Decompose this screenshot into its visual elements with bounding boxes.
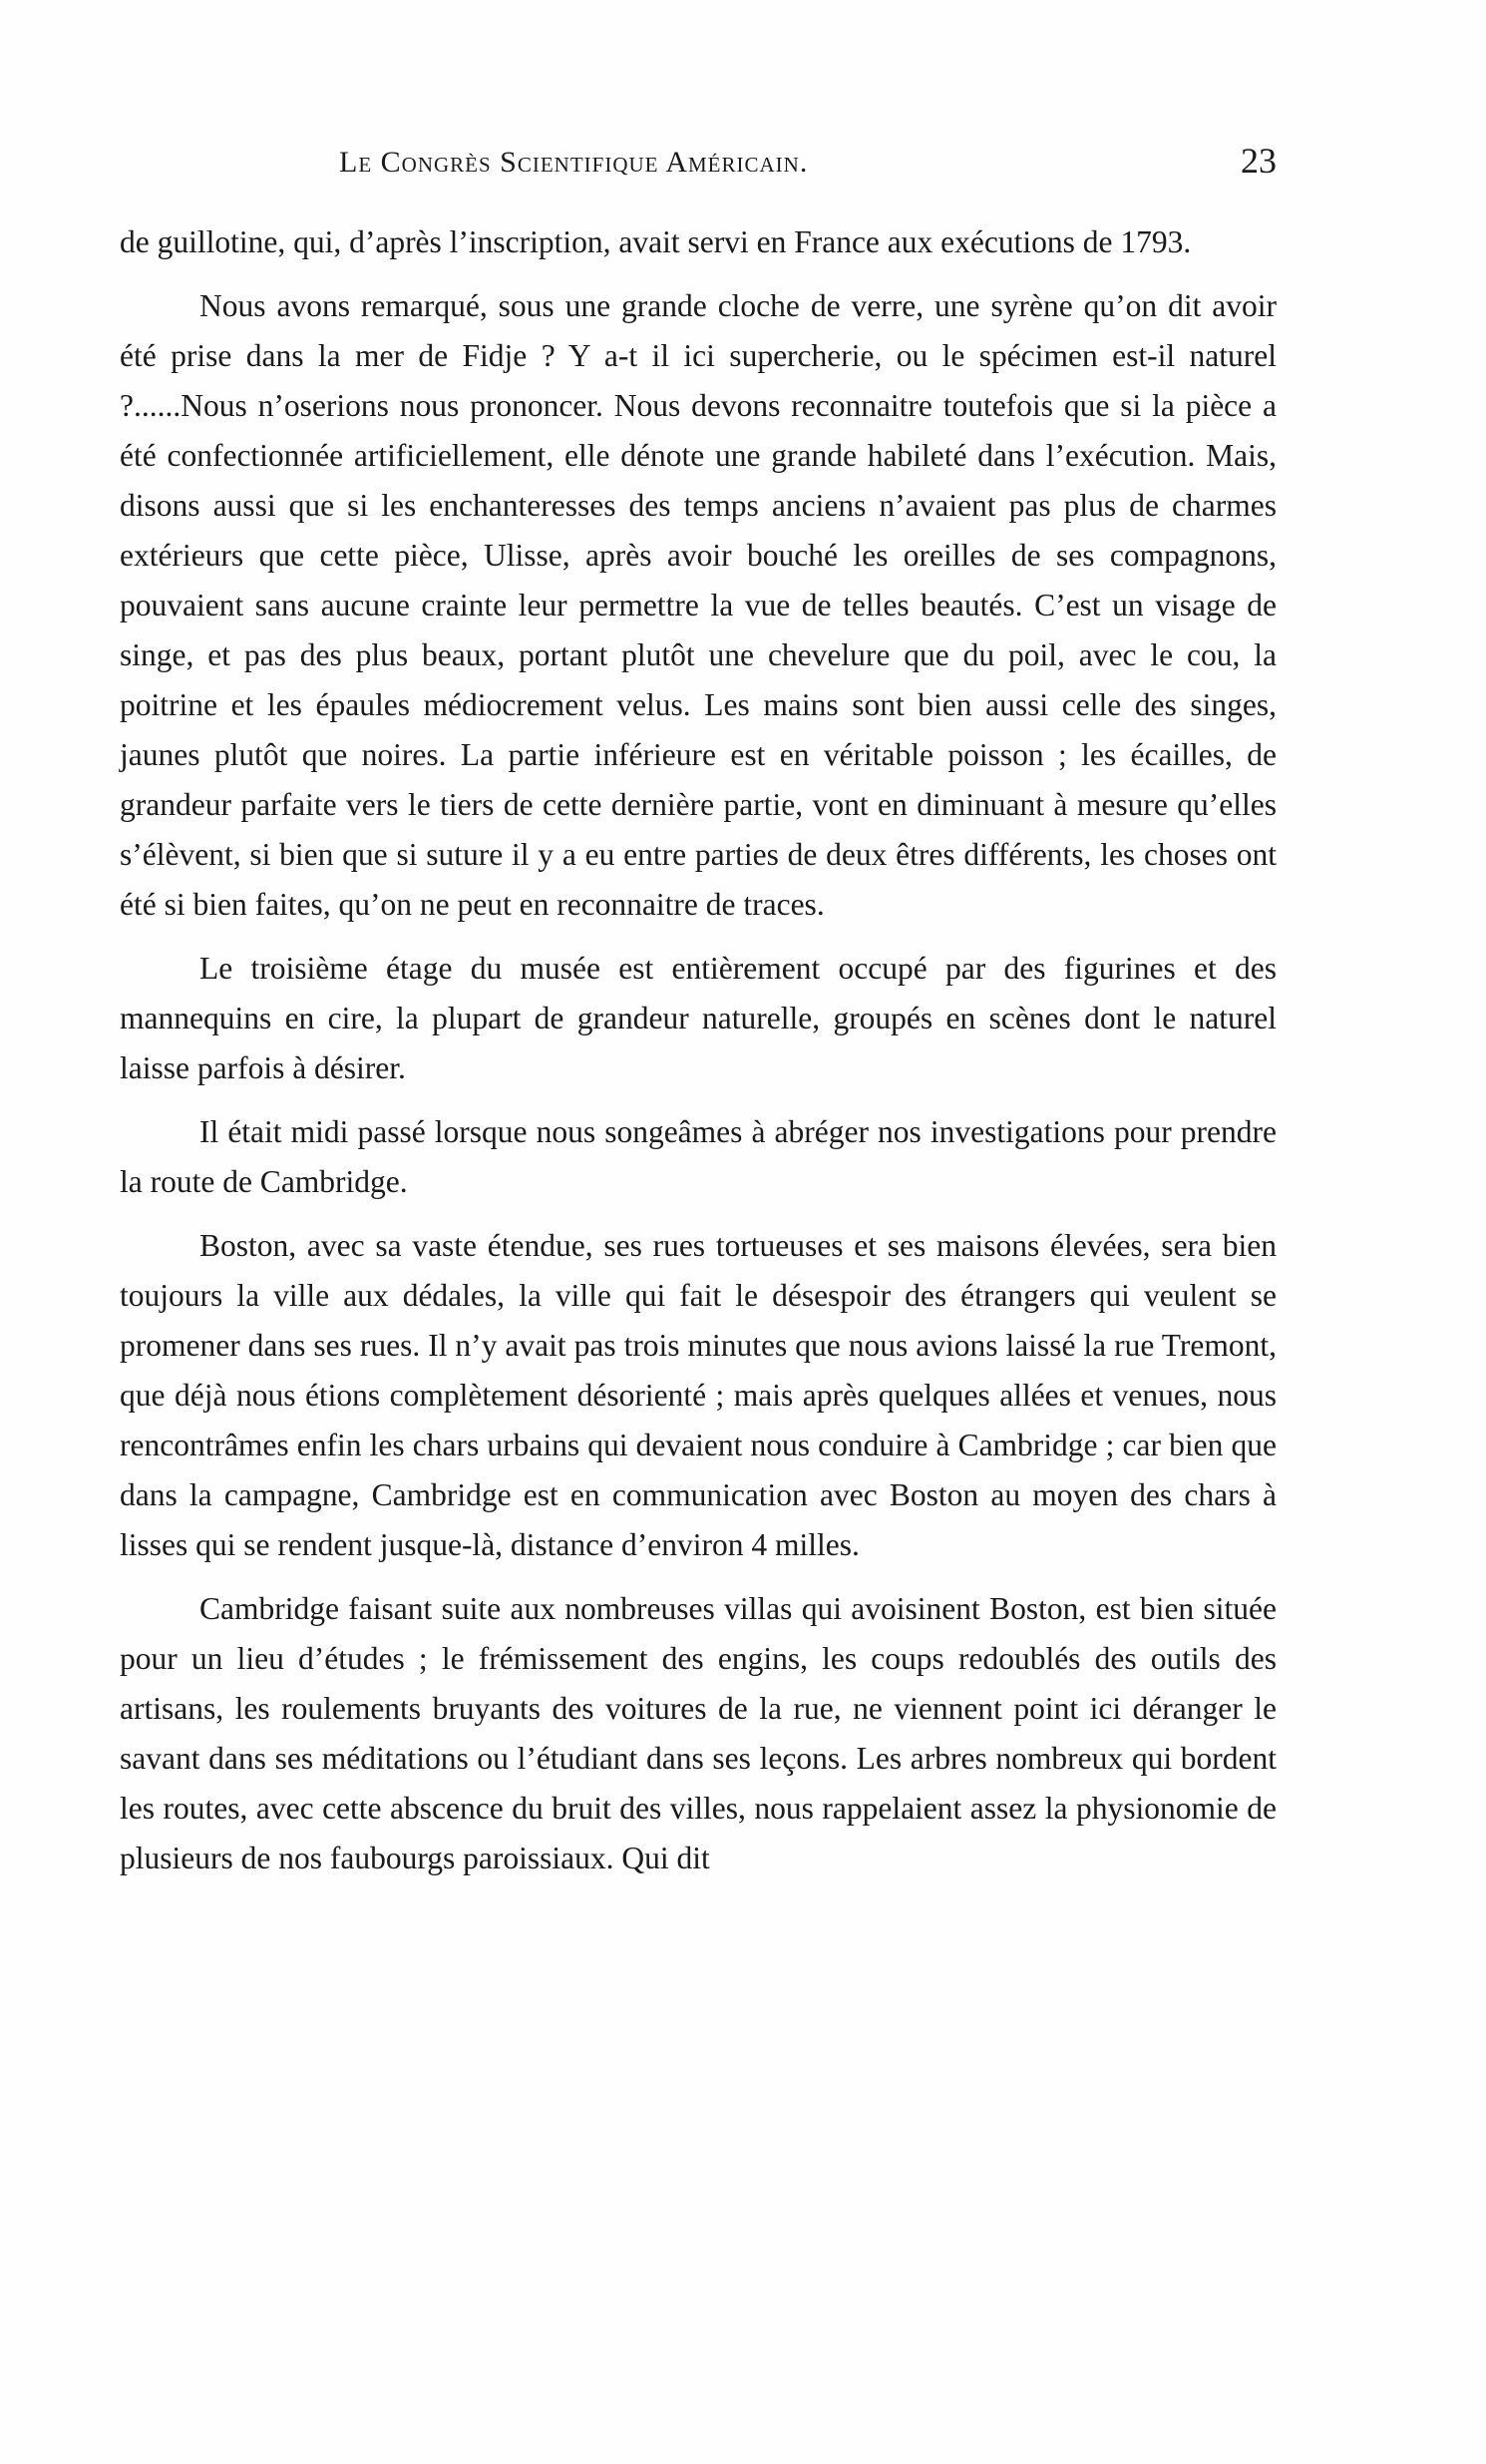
paragraph-cambridge: Cambridge faisant suite aux nombreuses villas qui avoisinent Boston, est bien située pour un lieu d’études ; le frémissement des engins, les coups redoublés des outils des artisans, les roulements bruyants des voitures de la rue, ne viennent point ici déranger le savant dans ses méditations ou l’étudiant dans ses leçons. Les arbres nombreux qui bordent les routes, avec cette abscence du bruit des villes, nous rappelaient assez la physionomie de plusieurs de nos faubourgs paroissiaux. Qui dit [120,1591,1277,1875]
paragraph-gap [120,930,1277,944]
page-body [120,217,1277,1883]
running-title: Le Congrès Scientifique Américain. [339,146,809,179]
paragraph-syrene: Nous avons remarqué, sous une grande cloche de verre, une syrène qu’on dit avoir été prise dans la mer de Fidje ? Y a-t il ici supercherie, ou le spécimen est-il naturel ?......Nous n’oserions nous prononcer. Nous devons reconnaitre toutefois que si la pièce a été confectionnée artificiellement, elle dénote une grande habileté dans l’exécution. Mais, disons aussi que si les enchanteresses des temps anciens n’avaient pas plus de charmes extérieurs que cette pièce, Ulisse, après avoir bouché les oreilles de ses compagnons, pouvaient sans aucune crainte leur permettre la vue de telles beautés. C’est un visage de singe, et pas des plus beaux, portant plutôt une chevelure que du poil, avec le cou, la poitrine et les épaules médiocrement velus. Les mains sont bien aussi celle des singes, jaunes plutôt que noires. La partie inférieure est en véritable poisson ; les écailles, de grandeur parfaite vers le tiers de cette dernière partie, vont en diminuant à mesure qu’elles s’élèvent, si bien que si suture il y a eu entre parties de deux êtres différents, les choses ont été si bien faites, qu’on ne peut en reconnaitre de traces. [120,288,1277,922]
page-header [120,140,1277,200]
page-number: 23 [1241,141,1277,181]
paragraph-gap [120,267,1277,281]
paragraph-gap [120,1570,1277,1584]
paragraph-gap [120,1207,1277,1221]
paragraph-continued: de guillotine, qui, d’après l’inscription, avait servi en France aux exécutions de 1793. [120,224,1192,259]
paragraph-third-floor: Le troisième étage du musée est entièrement occupé par des figurines et des mannequins en cire, la plupart de grandeur naturelle, groupés en scènes dont le naturel laisse parfois à désirer. [120,951,1277,1085]
paragraph-midday: Il était midi passé lorsque nous songeâmes à abréger nos investigations pour prendre la route de Cambridge. [120,1114,1277,1199]
paragraph-boston: Boston, avec sa vaste étendue, ses rues tortueuses et ses maisons élevées, sera bien toujours la ville aux dédales, la ville qui fait le désespoir des étrangers qui veulent se promener dans ses rues. Il n’y avait pas trois minutes que nous avions laissé la rue Tremont, que déjà nous étions complètement désorienté ; mais après quelques allées et venues, nous rencontrâmes enfin les chars urbains qui devaient nous conduire à Cambridge ; car bien que dans la campagne, Cambridge est en communication avec Boston au moyen des chars à lisses qui se rendent jusque-là, distance d’environ 4 milles. [120,1228,1277,1562]
paragraph-gap [120,1093,1277,1107]
